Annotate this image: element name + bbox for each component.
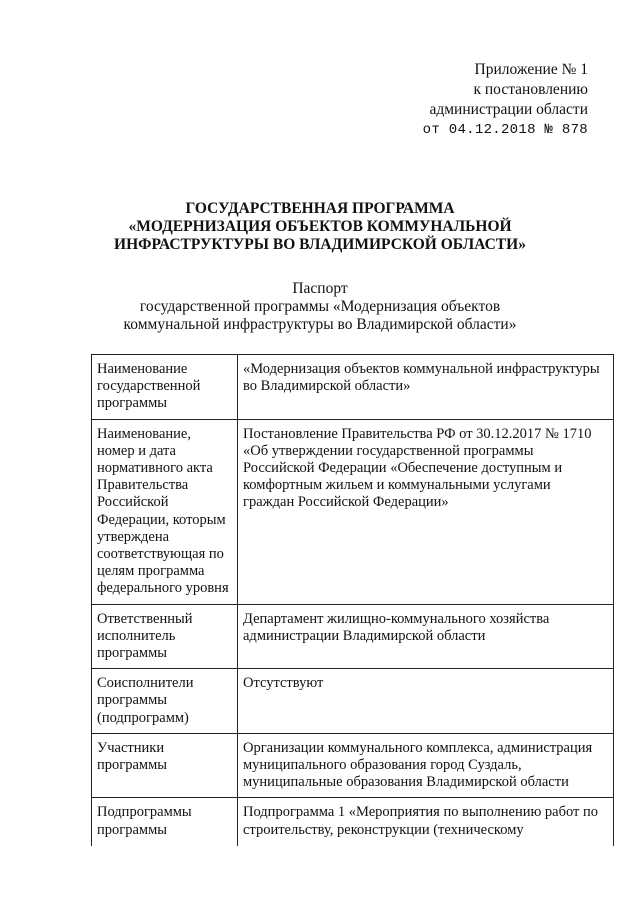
table-row (92, 669, 614, 734)
row-value-line: во Владимирской области» (243, 378, 411, 395)
appendix-line-3: администрации области (429, 101, 588, 118)
row-label-line: утверждена (97, 528, 170, 545)
row-label-line: Ответственный (97, 610, 193, 627)
row-value-line: «Модернизация объектов коммунальной инфраструктуры (243, 361, 600, 377)
row-label-line: нормативного акта (97, 460, 213, 477)
row-label-line: федерального уровня (97, 580, 229, 597)
passport-heading-line-3: коммунальной инфраструктуры во Владимирской области» (123, 316, 517, 333)
row-label-cell (92, 669, 238, 734)
row-value-line: Постановление Правительства РФ от 30.12.2017 № 1710 (243, 425, 592, 442)
row-label-line: Федерации, которым (97, 511, 226, 528)
row-value-line: Департамент жилищно-коммунального хозяйства (243, 610, 550, 627)
table-row (92, 733, 614, 798)
appendix-date-number: от 04.12.2018 № 878 (422, 122, 588, 138)
row-label-line: Российской (97, 494, 169, 511)
row-label-line: Наименование, (97, 425, 191, 442)
row-value-line: муниципальные образования Владимирской области (243, 774, 569, 791)
row-value-cell (238, 355, 614, 420)
row-label-line: программы (97, 821, 167, 838)
row-value-line: Отсутствуют (243, 675, 324, 692)
row-value-line: муниципального образования город Суздаль, (243, 757, 522, 774)
row-label-cell (92, 798, 238, 847)
row-value-line: Организации коммунального комплекса, администрация (243, 739, 593, 756)
row-label-line: Правительства (97, 477, 189, 494)
program-title-line-3: ИНФРАСТРУКТУРЫ ВО ВЛАДИМИРСКОЙ ОБЛАСТИ» (114, 236, 526, 253)
row-label-line: (подпрограмм) (97, 709, 189, 726)
table-row (92, 604, 614, 669)
row-label-line: государственной (97, 378, 201, 395)
program-title-line-1: ГОСУДАРСТВЕННАЯ ПРОГРАММА (185, 200, 455, 217)
row-value-line: Российской Федерации «Обеспечение доступным и (243, 460, 563, 477)
row-label-cell (92, 604, 238, 669)
row-label-line: Участники (97, 739, 165, 756)
row-value-line: Подпрограмма 1 «Мероприятия по выполнению работ по (243, 804, 599, 821)
row-value-line: граждан Российской Федерации» (243, 494, 449, 511)
row-label-line: Подпрограммы (97, 804, 192, 821)
passport-table (91, 354, 614, 846)
row-value-line: «Об утверждении государственной программы (243, 442, 534, 459)
table-row (92, 355, 614, 420)
row-value-cell (238, 798, 614, 847)
appendix-line-2: к постановлению (473, 81, 588, 98)
passport-heading (0, 280, 640, 334)
appendix-block (423, 60, 588, 140)
row-value-cell (238, 733, 614, 798)
table-row (92, 798, 614, 847)
passport-heading-line-1: Паспорт (292, 280, 348, 297)
row-label-line: целям программа (97, 563, 205, 580)
appendix-line-1: Приложение № 1 (474, 61, 588, 78)
row-value-line: строительству, реконструкции (техническому (243, 821, 524, 838)
row-label-line: Наименование (97, 361, 188, 377)
row-label-line: номер и дата (97, 442, 176, 459)
row-label-cell (92, 733, 238, 798)
row-value-line: комфортным жильем и коммунальными услугами (243, 477, 551, 494)
row-label-line: программы (97, 395, 167, 412)
passport-heading-line-2: государственной программы «Модернизация объектов (139, 298, 501, 315)
program-title (0, 200, 640, 254)
program-title-line-2: «МОДЕРНИЗАЦИЯ ОБЪЕКТОВ КОММУНАЛЬНОЙ (128, 218, 512, 235)
row-value-cell (238, 669, 614, 734)
row-label-cell (92, 355, 238, 420)
row-value-cell (238, 604, 614, 669)
row-label-line: соответствующая по (97, 546, 224, 563)
row-label-line: Соисполнители (97, 675, 194, 692)
row-label-line: программы (97, 757, 167, 774)
row-label-line: программы (97, 692, 167, 709)
table-row (92, 419, 614, 604)
row-label-cell (92, 419, 238, 604)
row-value-line: администрации Владимирской области (243, 627, 486, 644)
row-label-line: программы (97, 645, 167, 662)
row-value-cell (238, 419, 614, 604)
row-label-line: исполнитель (97, 627, 176, 644)
